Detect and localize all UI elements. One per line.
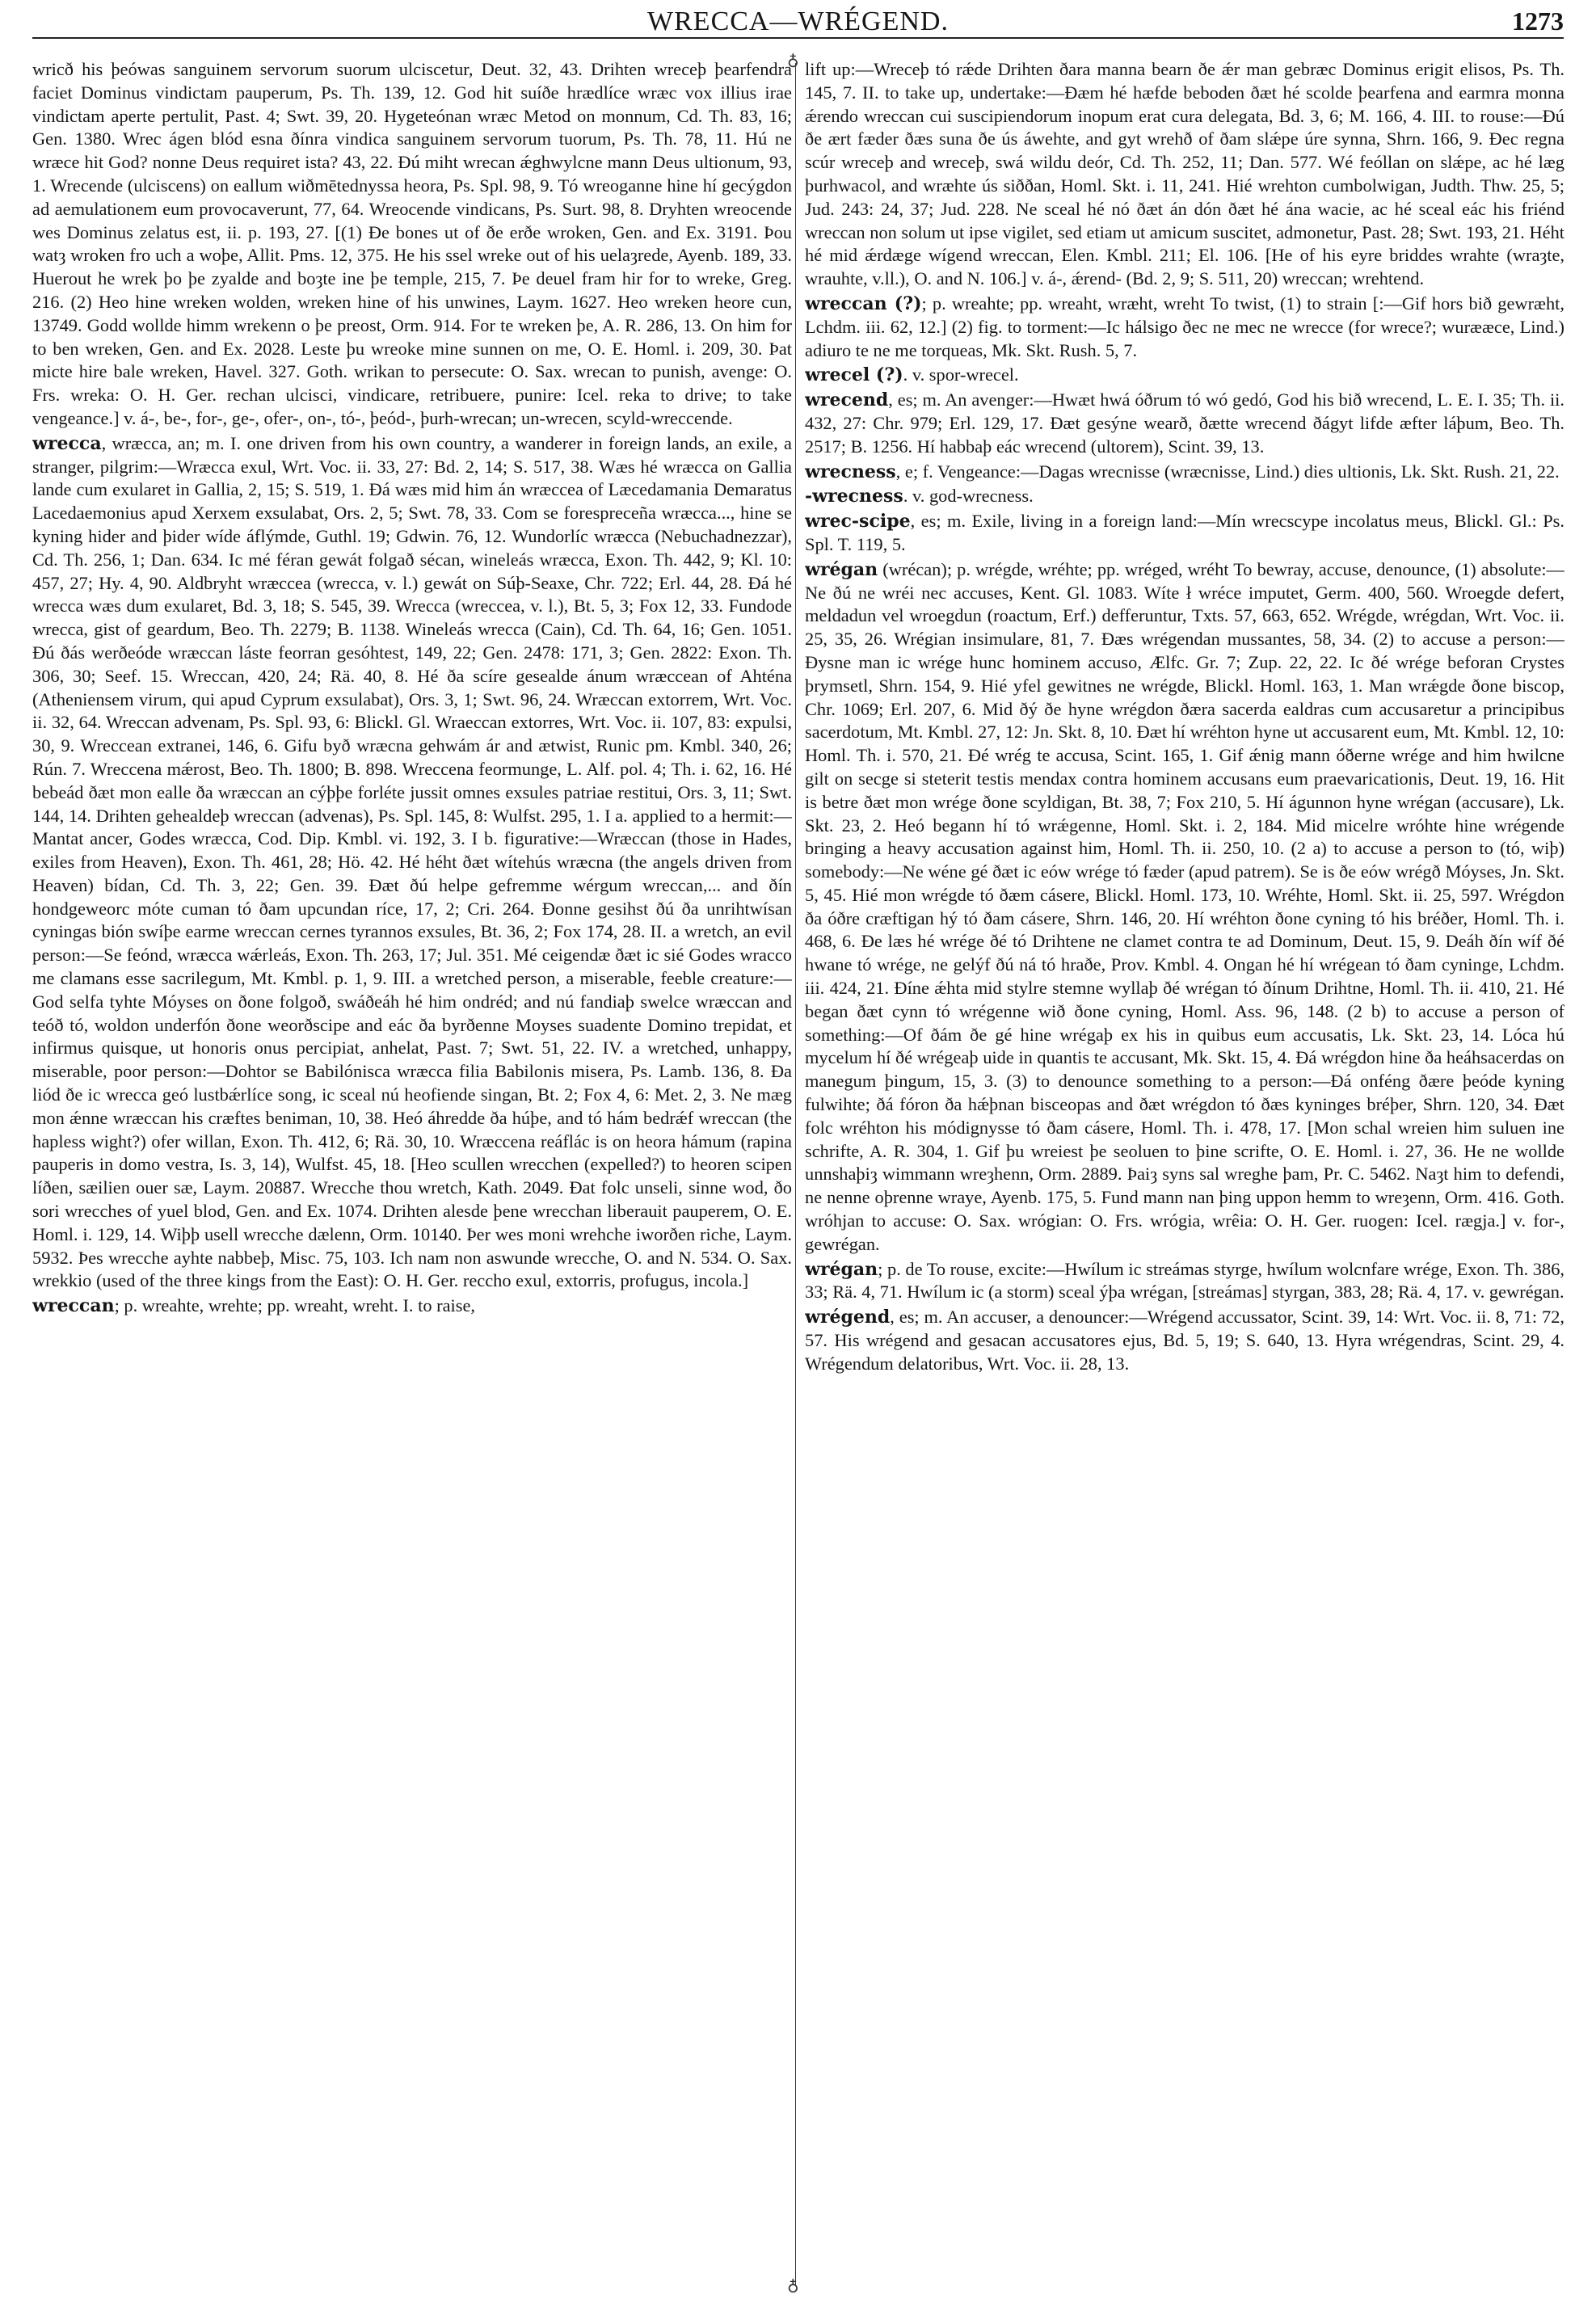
- dictionary-entry: [805, 364, 1564, 387]
- entry-headword: wrec-scipe: [805, 511, 911, 532]
- dictionary-entry: [805, 558, 1564, 1257]
- dictionary-entry: [805, 1258, 1564, 1305]
- divider-ornament-icon: ♁: [787, 2277, 799, 2296]
- entry-headword: wrecca: [32, 432, 102, 454]
- entry-text: , e; f. Vengeance:—Dagas wrecnisse (wræcnisse, Lind.) dies ultionis, Lk. Skt. Rush. 21, 22.: [895, 461, 1560, 482]
- entry-headword: -wrecness: [805, 486, 903, 507]
- entry-headword: wrecel (?): [805, 364, 903, 386]
- entry-text: , es; m. An accuser, a denouncer:—Wrégend accussator, Scint. 39, 14: Wrt. Voc. ii. 8, 71: 72, 57. His wrégend and gesacan accusatores ejus, Bd. 5, 19; S. 640, 13. Hyra wrégendras, Scint. 29, 4. Wrégendum delatoribus, Wrt. Voc. ii. 28, 13.: [805, 1307, 1564, 1374]
- entry-text: . v. spor-wrecel.: [903, 364, 1019, 385]
- entry-text: , es; m. Exile, living in a foreign land:—Mín wrecscype incolatus meus, Blickl. Gl.: Ps. Spl. T. 119, 5.: [805, 511, 1564, 554]
- dictionary-entry: [805, 1306, 1564, 1375]
- page-number: 1273: [1512, 6, 1564, 36]
- dictionary-entry: [32, 58, 792, 431]
- entry-headword: wrégan: [805, 1258, 878, 1280]
- running-header: [32, 8, 1564, 39]
- entry-text: . v. god-wrecness.: [903, 486, 1034, 507]
- entry-text: ; p. wreahte, wrehte; pp. wreaht, wreht. I. to raise,: [114, 1295, 475, 1316]
- page-title: WRECCA—WRÉGEND.: [647, 6, 949, 36]
- dictionary-entry: [805, 58, 1564, 291]
- entry-text: wricð his þeówas sanguinem servorum suorum ulciscetur, Deut. 32, 43. Drihten wreceþ þearfendra faciet Dominus vindictam pauperum, Ps. Th. 139, 12. God hit suíðe hrædlíce wræc vox illius irae vindictam aperte pertulit, Past. 4; Swt. 39, 20. Hygeteónan wræc Metod on monnum, Cd. Th. 83, 16; Gen. 1380. Wrec ágen blód esna ðínra vindica sanguinem servorum tuorum, Ps. Th. 78, 11. Hú ne wræce hit God? nonne Deus requiret ista? 43, 22. Ðú miht wrecan ǽghwylcne mann Deus ultionum, 93, 1. Wrecende (ulciscens) on eallum wiðmētednyssa heora, Ps. Spl. 98, 9. Tó wreoganne hine hí gecýgdon ad aemulationem eum provocaverunt, 77, 64. Wreocende vindicans, Ps. Surt. 98, 8. Dryhten wreocende wes Dominus zelatus est, ii. p. 193, 27. [(1) Ðe bones ut of ðe erðe wroken, Gen. and Ex. 3191. Þou watȝ wroken fro uch a woþe, Allit. Pms. 12, 375. He his ssel wreke out of his uelaȝrede, Ayenb. 189, 33. Huerout he wrek þo þe zyalde and boȝte ine þe temple, 215, 7. Þe deuel fram hir for to wreke, Greg. 216. (2) Heo hine wreken wolden, wreken hine of his unwines, Laym. 1627. Heo wreken heore cun, 13749. Godd wollde himm wrekenn o þe preost, Orm. 914. For te wreken þe, A. R. 286, 13. On him for to ben wreken, Gen. and Ex. 2028. Leste þu wreoke mine sunnen on me, O. E. Homl. i. 209, 30. Þat micte hire bale wreken, Havel. 327. Goth. wrikan to persecute: O. Sax. wrecan to punish, avenge: O. Frs. wreka: O. H. Ger. rechan ulcisci, vindicare, retribuere, punire: Icel. reka to drive; to take vengeance.] v. á-, be-, for-, ge-, ofer-, on-, tó-, þeód-, þurh-wrecan; un-wrecen, scyld-wreccende.: [32, 59, 792, 428]
- entry-headword: wrecness: [805, 461, 896, 482]
- entry-headword: wreccan: [32, 1295, 115, 1317]
- entry-headword: wrégend: [805, 1307, 891, 1328]
- entry-headword: wrégan: [805, 558, 878, 580]
- dictionary-entry: [805, 485, 1564, 508]
- entry-text: lift up:—Wreceþ tó rǽde Drihten ðara manna bearn ðe ǽr man gebræc Dominus erigit elisos, Ps. Th. 145, 7. II. to take up, undertake:—Ðæm hé hæfde beboden ðæt hé scolde þearfena and earmra monna ǽrendo wreccan cui suscipiendorum inopum erat cura delegata, Bd. 3, 6; M. 166, 4. III. to rouse:—Ðú ðe ært fæder ðæs suna ðe ús áwehte, and gyt wrehð of ðam slǽpe úre synna, Shrn. 166, 9. Ðec regna scúr wreceþ and wreceþ, swá wildu deór, Cd. Th. 252, 11; Dan. 577. Wé feóllan on slǽpe, ac hé læg þurhwacol, and wræhte ús siððan, Homl. Skt. i. 11, 241. Hié wrehton cumbolwigan, Judth. Thw. 25, 5; Jud. 243: 24, 37; Jud. 228. Ne sceal hé nó ðæt án dón ðæt hé ána wacie, ac hé sceal eác his friénd wreccan non solum ut ipse vigilet, sed etiam ut amicum suscitet, admonetur, Past. 28; Swt. 193, 21. Héht hé mid ǽrdæge wígend wreccan, Elen. Kmbl. 211; El. 106. [He of his eyre briddes wrahte (wraȝte, wrauhte, v.ll.), O. and N. 106.] v. á-, ǽrend- (Bd. 2, 9; S. 511, 20) wreccan; wrehtend.: [805, 59, 1564, 289]
- left-column: [32, 58, 792, 2288]
- entry-text: (wrécan); p. wrégde, wréhte; pp. wréged, wréht To bewray, accuse, denounce, (1) absolute:—Ne ðú ne wréi nec accuses, Kent. Gl. 1083. Wíte ł wréce imputet, Germ. 400, 560. Wroegde defert, meldadun vel wroegdun (roactum, Erf.) defferuntur, Txts. 57, 663, 652. Wrégde, wrégdan, Wrt. Voc. ii. 25, 35, 26. Wrégian insimulare, 81, 7. Ðæs wrégendan mussantes, 58, 34. (2) to accuse a person:—Ðysne man ic wrége hunc hominem accuso, Ælfc. Gr. 7; Zup. 22, 22. Ic ðé wrége beforan Crystes þrymsetl, Shrn. 154, 9. Hié yfel gewitnes ne wrégde, Blickl. Homl. 163, 1. Man wrǽgde ðone biscop, Chr. 1069; Erl. 207, 6. Mid ðý ðe hyne wrégdon ðæra sacerda ealdras cum accusaretur a principibus sacerdotum, Mt. Kmbl. 27, 12: Jn. Skt. 8, 10. Ðæt hí wréhton hyne ut accusarent eum, Mt. Kmbl. 12, 10: Homl. Th. i. 570, 21. Ðé wrég te accusa, Scint. 165, 1. Gif ǽnig mann óðerne wrége and him hwilcne gilt on secge si steterit testis mendax contra hominem accusans eum praevaricationis, Deut. 19, 16. Hit is betre ðæt mon wrége ðone scyldigan, Bt. 38, 7; Fox 210, 5. Hí águnnon hyne wrégan (accusare), Lk. Skt. 23, 2. Heó begann hí tó wrǽgenne, Homl. Skt. i. 2, 184. Mid micelre wróhte hine wrégende bringing a heavy accusation against him, Homl. Th. ii. 250, 10. (2 a) to accuse a person to (tó, wiþ) somebody:—Ne wéne gé ðæt ic eów wrége tó fæder (apud patrem). Se is ðe eów wrégð Móyses, Jn. Skt. 5, 45. Hié mon wrégde tó ðæm cásere, Blickl. Homl. 173, 10. Wréhte, Homl. Skt. ii. 25, 597. Wrégdon ða óðre cræftigan hý tó ðam cásere, Shrn. 146, 20. Hí wréhton ðone cyning tó his bréðer, Homl. Th. i. 468, 6. Ðe læs hé wrége ðé tó Drihtene ne clamet contra te ad Dominum, Deut. 15, 9. Deáh ðín wíf ðé hwane tó wrége, ne gelýf ðú ná tó hraðe, Prov. Kmbl. 4. Ongan hé hí wrégean tó ðam cyninge, Lchdm. iii. 424, 21. Ðíne ǽhta mid stylre stemne wyllaþ ðé wrégan tó ðínum Drihtne, Homl. Th. ii. 410, 21. Hé began ðæt cynn tó wrégenne wið ðone cyning, Homl. Ass. 96, 148. (2 b) to accuse a person of something:—Of ðám ðe gé hine wrégaþ ex his in quibus eum accusatis, Lk. Skt. 23, 14. Lóca hú mycelum hí ðé wrégeaþ uide in quantis te accusant, Mk. Skt. 15, 4. Ðá wrégdon hine ða heáhsacerdas on manegum þingum, 15, 3. (3) to denounce something to a person:—Ðá onféng ðære þeóde kyning fulwihte; ðá fóron ða hǽþnan bisceopas and ðæt wrégdon tó ðæs kyninges bréþer, Shrn. 120, 34. Ðæt folc wréhton his módignysse tó ðam cásere, Homl. Th. i. 478, 17. [Mon schal wreien him suluen ine schrifte, A. R. 304, 1. Gif þu wreiest þe seoluen to þine scrifte, O. E. Homl. i. 27, 36. He ne wollde unnshaþiȝ wimmann wreȝhenn, Orm. 2889. Þaiȝ syns sal wreghe þam, Pr. C. 5462. Naȝt him to defendi, ne nenne oþrenne wraye, Ayenb. 175, 5. Fund mann nan þing uppon hemm to wreȝenn, Orm. 416. Goth. wróhjan to accuse: O. Sax. wrógian: O. Frs. wrógia, wrêia: O. H. Ger. ruogen: Icel. rægja.] v. for-, gewrégan.: [805, 558, 1564, 1254]
- dictionary-entry: [805, 461, 1564, 484]
- entry-headword: wrecend: [805, 389, 889, 411]
- dictionary-entry: [805, 510, 1564, 557]
- right-column: [805, 58, 1564, 2288]
- dictionary-entry: [32, 432, 792, 1293]
- dictionary-entry: [32, 1294, 792, 1318]
- entry-text: , wræcca, an; m. I. one driven from his own country, a wanderer in foreign lands, an exile, a stranger, pilgrim:—Wræcca exul, Wrt. Voc. ii. 33, 27: Bd. 2, 14; S. 517, 38. Wæs hé wræcca on Gallia lande cum exularet in Gallia, 2, 15; S. 519, 1. Ðá wæs mid him án wræccea of Læcedamania Demaratus Lacedaemonius apud Xerxem exsulabat, Ors. 2, 5; Swt. 78, 33. Com se forespreceña wræcca..., hine se kyning hider and þider wíde áflýmde, Guthl. 19; Gdwin. 76, 12. Wundorlíc wræcca (Nebuchadnezzar), Cd. Th. 256, 1; Dan. 634. Ic mé féran gewát folgað sécan, wineleás wræcca, Exon. Th. 442, 9; Kl. 10: 457, 27; Hy. 4, 90. Aldbryht wræccea (wrecca, v. l.) gewát on Súþ-Seaxe, Chr. 722; Erl. 44, 28. Ðá hé wrecca wæs dum exularet, Bd. 3, 18; S. 545, 39. Wrecca (wreccea, v. l.), Bt. 5, 3; Fox 12, 33. Fundode wrecca, gist of geardum, Beo. Th. 2279; B. 1138. Wineleás wrecca (Cain), Cd. Th. 64, 16; Gen. 1051. Ðú ðás werðeóde wræccan láste feorran gesóhtest, 149, 22; Gen. 2478: 171, 3; Gen. 2822: Exon. Th. 306, 30; Seef. 15. Wreccan, 420, 24; Rä. 40, 8. Hé ða scíre gesealde ánum wræccean of Ahténa (Atheniensem virum, qui apud Cyprum exsulabat), Ors. 3, 1; Swt. 96, 24. Wræccan extorrem, Wrt. Voc. ii. 32, 64. Wreccan advenam, Ps. Spl. 93, 6: Blickl. Gl. Wraeccan extorres, Wrt. Voc. ii. 107, 83: expulsi, 30, 9. Wreccean extranei, 146, 6. Gifu byð wræcna gehwám ár and ætwist, Runic pm. Kmbl. 340, 26; Rún. 7. Wreccena mǽrost, Beo. Th. 1800; B. 898. Wreccena feormunge, L. Alf. pol. 4; Th. i. 62, 16. Hé bebeád ðæt mon ealle ða wræccan an cýþþe forléte jussit omnes exsules patriae restitui, Ors. 3, 11; Swt. 144, 14. Drihten gehealdeþ wreccan (advenas), Ps. Spl. 145, 8: Wulfst. 295, 1. I a. applied to a hermit:—Mantat ancer, Godes wræcca, Cod. Dip. Kmbl. vi. 192, 3. I b. figurative:—Wræccan (those in Hades, exiles from Heaven), Exon. Th. 461, 28; Hö. 42. Hé héht ðæt wítehús wræcna (the angels driven from Heaven) bídan, Cd. Th. 3, 22; Gen. 39. Ðæt ðú helpe gefremme wérgum wreccan,... and ðín hondgeweorc móte cuman tó ðam upcundan ríce, 17, 2; Cri. 264. Ðonne gesihst ðú ða unrihtwísan cyningas bión swíþe earme wreccan cernes tyrannos exsules, Bt. 36, 2; Fox 174, 28. II. a wretch, an evil person:—Se feónd, wræcca wǽrleás, Exon. Th. 263, 17; Jul. 351. Mé ceigendæ ðæt ic sié Godes wracco me clamans esse sacrilegum, Mt. Kmbl. p. 1, 9. III. a wretched person, a miserable, feeble creature:—God selfa tyhte Móyses on ðone folgoð, swáðeáh hé him ondréd; and nú fandiaþ swelce wræccan and teóð tó, woldon underfón ðone weorðscipe and eác ða byrðenne Moyses suadente Domino trepidat, et infirmus quisque, ut honoris onus percipiat, anhelat, Past. 7; Swt. 51, 22. IV. a wretched, unhappy, miserable, poor person:—Dohtor se Babilónisca wræcca filia Babilonis misera, Ps. Lamb. 136, 8. Ða liód ðe ic wrecca geó lustbǽrlíce song, ic sceal nú heofiende singan, Bt. 2; Fox 4, 6: Met. 2, 3. Ne mæg mon ǽnne wræccan his cræftes beniman, 10, 38. Heó áhredde ða húþe, and tó hám bedrǽf wreccan (the hapless wight?) ofer willan, Exon. Th. 412, 6; Rä. 30, 10. Wræccena reáflác is on heora hámum (rapina pauperis in domo vestra, Is. 3, 14), Wulfst. 45, 18. [Heo scullen wrecchen (expelled?) to heoren scipen líðen, sæilien ouer sæ, Laym. 20887. Wrecche thou wretch, Kath. 2049. Ðat folc unseli, sinne wod, ðo sori wrecches of yuel blod, Gen. and Ex. 1074. Drihten alesde þene wrecchan liberauit pauperem, O. E. Homl. i. 129, 14. Wiþþ usell wrecche dælenn, Orm. 10140. Þer wes moni wrehche iworðen riche, Laym. 5932. Þes wrecche ayhte nabbeþ, Misc. 75, 103. Ich nam non aswunde wrecche, O. and N. 534. O. Sax. wrekkio (used of the three kings from the East): O. H. Ger. reccho exul, extorris, profugus, incola.]: [32, 432, 792, 1291]
- entry-headword: wreccan (?): [805, 293, 922, 314]
- entry-text: ; p. wreahte; pp. wreaht, wræht, wreht To twist, (1) to strain [:—Gif hors bið gewræht, Lchdm. iii. 62, 12.] (2) fig. to torment:—Ic hálsigo ðec ne mec ne wreccе (for wrece?; wurææce, Lind.) adiuro te ne me torqueas, Mk. Skt. Rush. 5, 7.: [805, 293, 1564, 360]
- divider-ornament-icon: ♁: [787, 52, 799, 71]
- entry-text: , es; m. An avenger:—Hwæt hwá óðrum tó wó gedó, God his bið wrecend, L. E. I. 35; Th. ii. 432, 27: Chr. 979; Erl. 129, 17. Ðæt gesýne wearð, ðætte wrecend ðágyt lifde æfter láþum, Beo. Th. 2517; B. 1256. Hí habbaþ eác wrecend (ultorem), Scint. 39, 13.: [805, 389, 1564, 457]
- column-divider: [795, 63, 796, 2285]
- entry-text: ; p. de To rouse, excite:—Hwílum ic streámas styrge, hwílum wolcnfare wrége, Exon. Th. 386, 33; Rä. 4, 71. Hwílum ic (a storm) sceal ýþa wrégan, [streámas] styrgan, 383, 28; Rä. 4, 17. v. gewrégan.: [805, 1258, 1564, 1303]
- dictionary-entry: [805, 389, 1564, 458]
- dictionary-entry: [805, 293, 1564, 362]
